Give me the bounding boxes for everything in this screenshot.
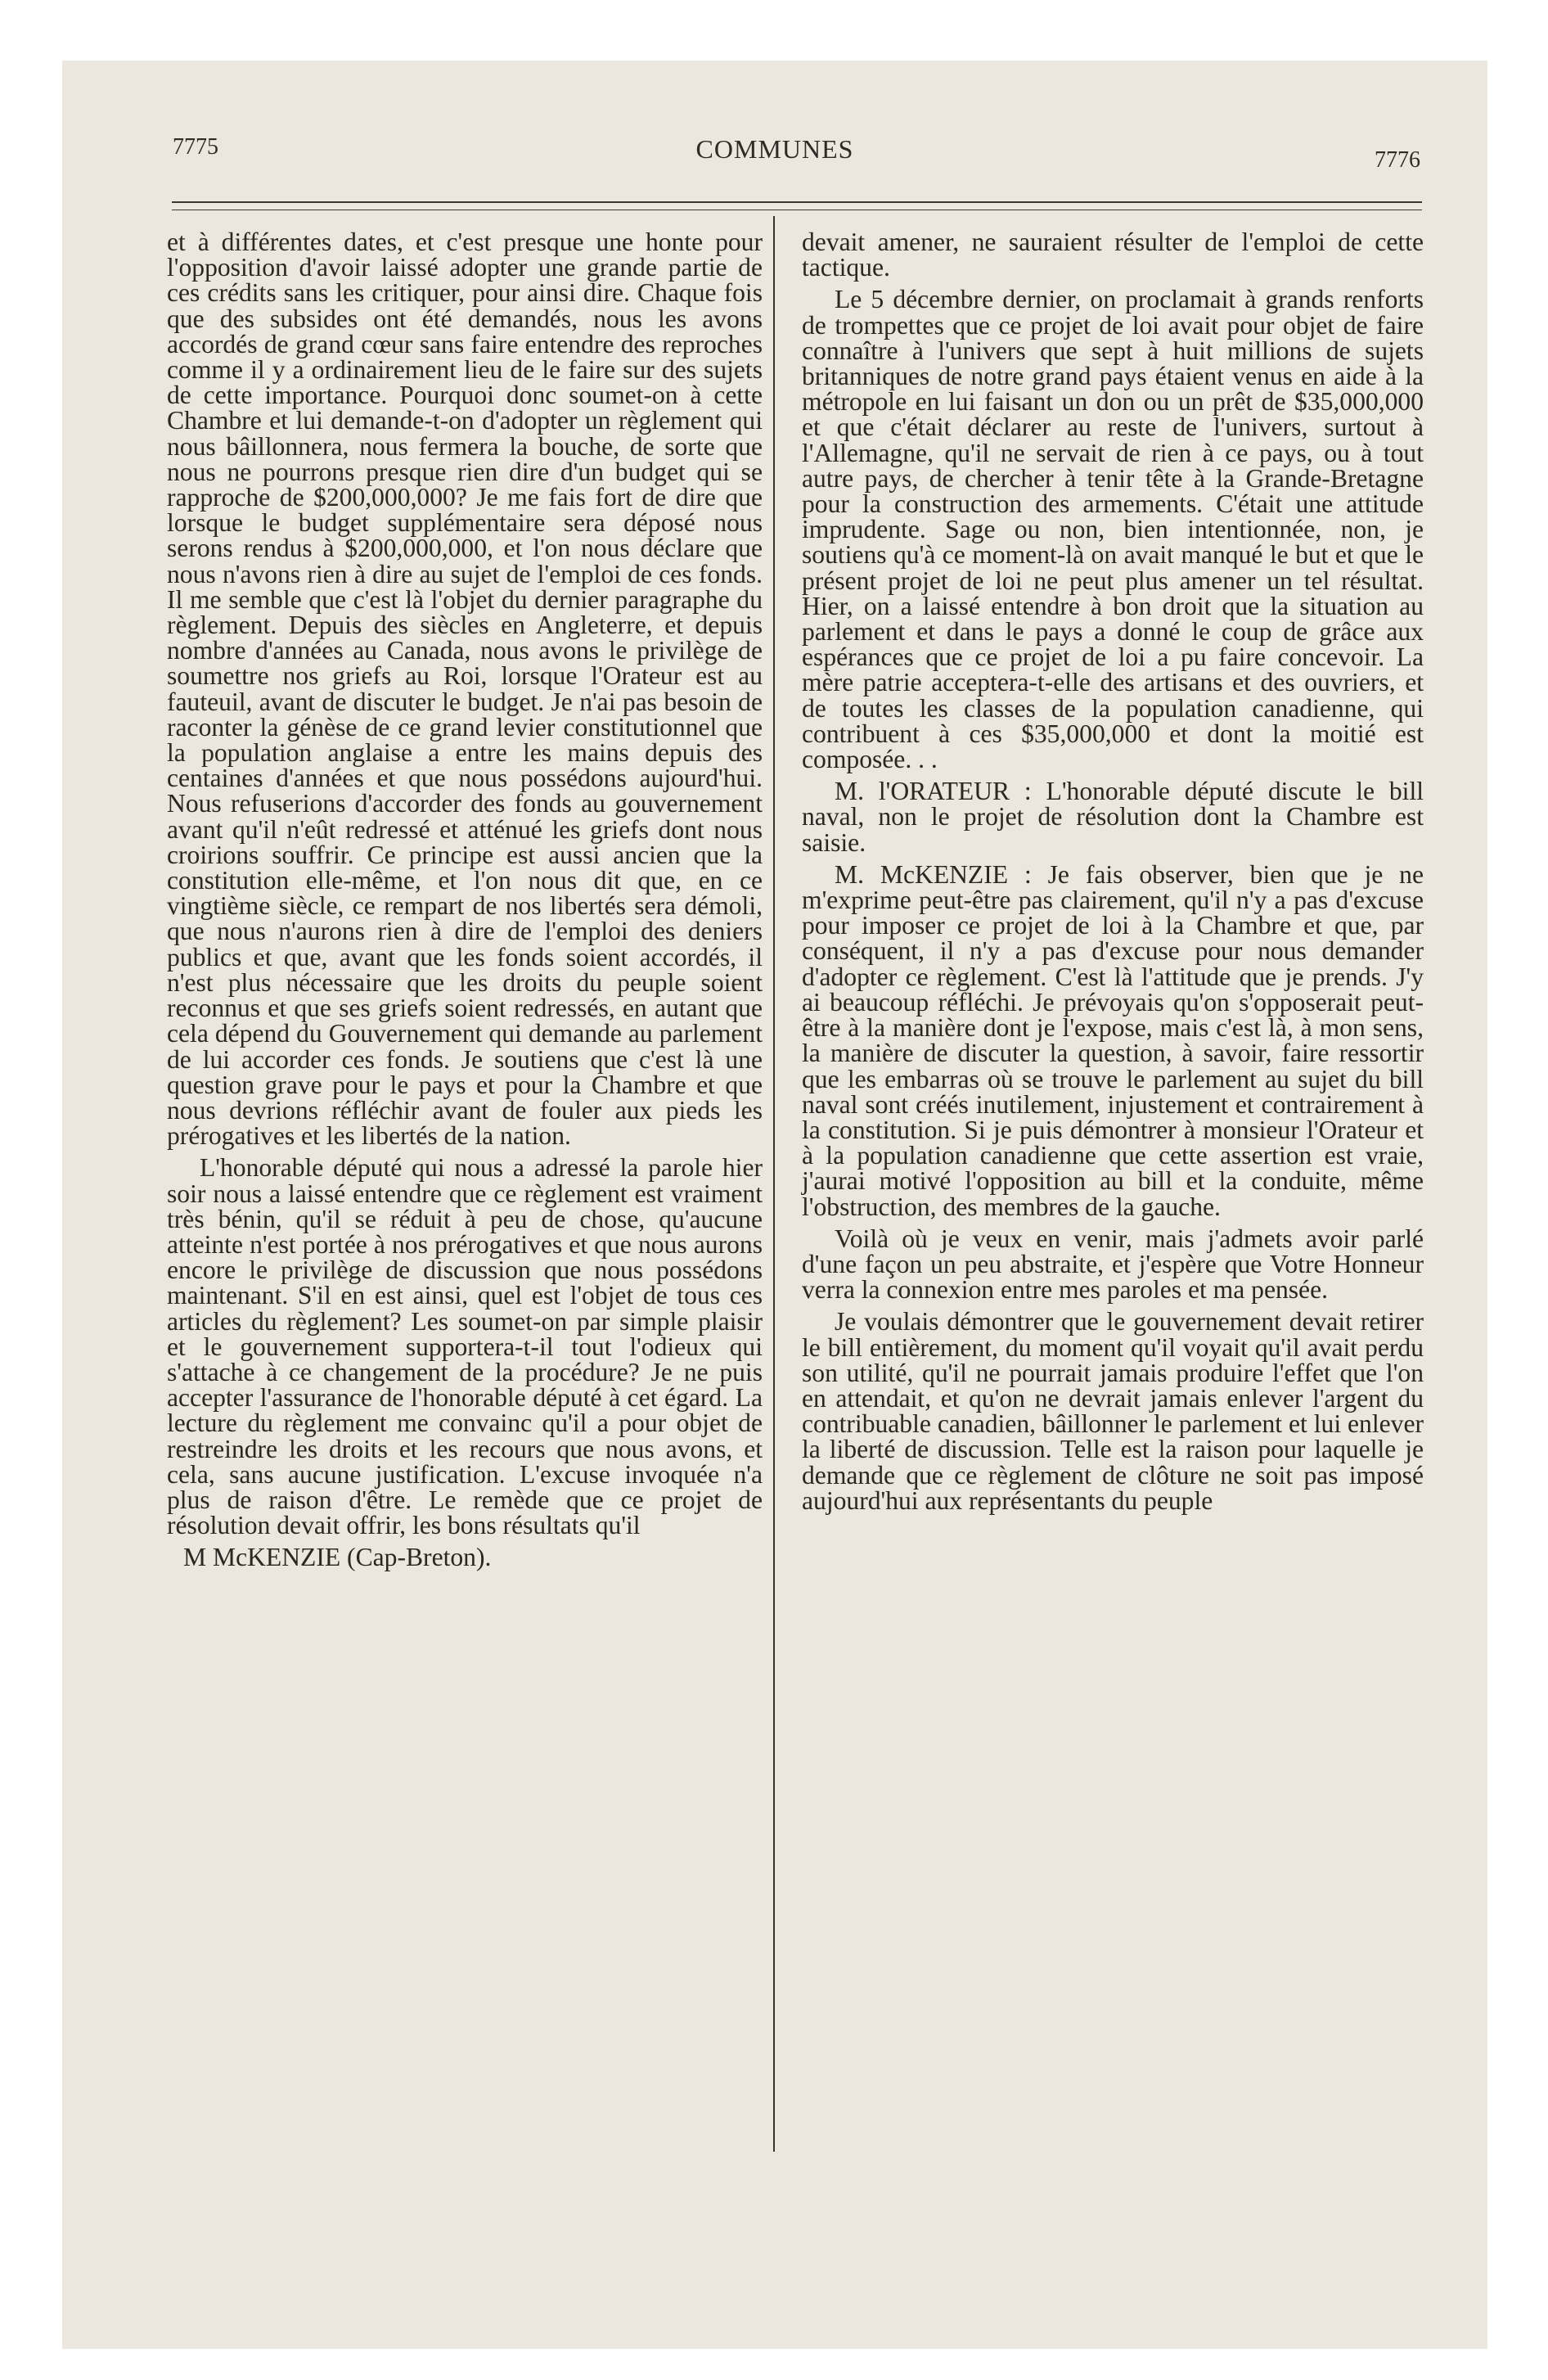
speaker-signature: M McKENZIE (Cap-Breton). (183, 1543, 492, 1572)
page (62, 61, 1487, 2349)
header-rule (172, 201, 1422, 203)
speaker-paragraph: M. McKENZIE : Je fais observer, bien que je ne m'exprime peut-être pas clairement, qu'il n'y a pas d'excuse pour imposer ce projet de loi à la Chambre et que, par conséquent, il n'y a pas d'excuse pour nous demander d'adopter ce règlement. C'est là l'attitude que je prends. J'y ai beaucoup réfléchi. Je prévoyais qu'on s'opposerait peut-être à la manière dont je l'expose, mais c'est là, à mon sens, la manière de discuter la question, à savoir, faire ressortir que les embarras où se trouve le parlement au sujet du bill naval sont créés inutilement, injustement et contrairement à la constitution. Si je puis démontrer à monsieur l'Orateur et à la population canadienne que cette assertion est vraie, j'aurai motivé l'opposition au bill et la conduite, même l'obstruction, des membres de la gauche. (802, 859, 1424, 1221)
running-title: COMMUNES (695, 134, 854, 164)
paragraph: devait amener, ne sauraient résulter de l'emploi de cette tactique. (802, 228, 1424, 282)
paragraph: Voilà où je veux en venir, mais j'admets avoir parlé d'une façon un peu abstraite, et j'espère que Votre Honneur verra la connexion entre mes paroles et ma pensée. (802, 1224, 1424, 1305)
left-column (167, 229, 763, 1577)
paragraph: L'honorable député qui nous a adressé la parole hier soir nous a laissé entendre que ce règlement est vraiment très bénin, qu'il se réduit à peu de chose, qu'aucune atteinte n'est portée à nos prérogatives et que nous aurons encore le privilège de discussion que nous possédons maintenant. S'il en est ainsi, quel est l'objet de tous ces articles du règlement? Les soumet-on par simple plaisir et le gouvernement supportera-t-il tout l'odieux qui s'attache à ce changement de la procédure? Je ne puis accepter l'assurance de l'honorable député à cet égard. La lecture du règlement me convainc qu'il a pour objet de restreindre les droits et les recours que nous avons, et cela, sans aucune justification. L'excuse invoquée n'a plus de raison d'être. Le remède que ce projet de résolution devait offrir, les bons résultats qu'il (167, 1153, 763, 1540)
page-header (62, 134, 1487, 183)
speaker-paragraph: M. l'ORATEUR : L'honorable député discute le bill naval, non le projet de résolution dont la Chambre est saisie. (802, 777, 1424, 857)
paragraph: Je voulais démontrer que le gouvernement devait retirer le bill entièrement, du moment qu'il voyait qu'il avait perdu son utilité, qu'il ne pourrait jamais produire l'effet que l'on en attendait, et qu'on ne devrait jamais enlever l'argent du contribuable canadien, bâillonner le parlement et lui enlever la liberté de discussion. Telle est la raison pour laquelle je demande que ce règlement de clôture ne soit pas imposé aujourd'hui aux représentants du peuple (802, 1307, 1424, 1515)
page-number-right: 7776 (1375, 147, 1420, 173)
paragraph: et à différentes dates, et c'est presque une honte pour l'opposition d'avoir laissé adopter une grande partie de ces crédits sans les critiquer, pour ainsi dire. Chaque fois que des subsides ont été demandés, nous les avons accordés de grand cœur sans faire entendre des reproches comme il y a ordinairement lieu de le faire sur des sujets de cette importance. Pourquoi donc soumet-on à cette Chambre et lui demande-t-on d'adopter un règlement qui nous bâillonnera, nous fermera la bouche, de sorte que nous ne pourrons presque rien dire d'un budget qui se rapproche de $200,000,000? Je me fais fort de dire que lorsque le budget supplémentaire sera déposé nous serons rendus à $200,000,000, et l'on nous déclare que nous n'avons rien à dire au sujet de l'emploi de ces fonds. Il me semble que c'est là l'objet du dernier paragraphe du règlement. Depuis des siècles en Angleterre, et depuis nombre d'années au Canada, nous avons le privilège de soumettre nos griefs au Roi, lorsque l'Orateur est au fauteuil, avant de discuter le budget. Je n'ai pas besoin de raconter la génèse de ce grand levier constitutionnel que la population anglaise a entre les mains depuis des centaines d'années et que nous possédons aujourd'hui. Nous refuserions d'accorder des fonds au gouvernement avant qu'il n'eût redressé et atténué les griefs dont nous croirions souffrir. Ce principe est aussi ancien que la constitution elle-même, et l'on nous dit que, en ce vingtième siècle, ce rempart de nos libertés sera démoli, que nous n'aurons rien à dire de l'emploi des deniers publics et que, avant que les fonds soient accordés, il n'est plus nécessaire que les droits du peuple soient reconnus et que ses griefs soient redressés, en autant que cela dépend du Gouvernement qui demande au parlement de lui accorder ces fonds. Je soutiens que c'est là une question grave pour le pays et pour la Chambre et que nous devrions réfléchir avant de fouler aux pieds les prérogatives et les libertés de la nation. (167, 228, 763, 1151)
paragraph: Le 5 décembre dernier, on proclamait à grands renforts de trompettes que ce projet de loi avait pour objet de faire connaître à l'univers que sept à huit millions de sujets britanniques de notre grand pays étaient venus en aide à la métropole en lui faisant un don ou un prêt de $35,000,000 et que c'était déclarer au reste de l'univers, surtout à l'Allemagne, qu'il ne servait de rien à ce pays, ou à tout autre pays, de chercher à tenir tête à la Grande-Bretagne pour la construction des armements. C'était une attitude imprudente. Sage ou non, bien intentionnée, non, je soutiens qu'à ce moment-là on avait manqué le but et que le présent projet de loi ne peut plus amener un tel résultat. Hier, on a laissé entendre à bon droit que la situation au parlement et dans le pays a donné le coup de grâce aux espérances que ce projet de loi a pu faire concevoir. La mère patrie acceptera-t-elle des artisans et des ouvriers, et de toutes les classes de la population canadienne, qui contribuent à ces $35,000,000 et dont la moitié est composée. . . (802, 285, 1424, 774)
column-divider (773, 216, 775, 2152)
right-column (802, 229, 1424, 1520)
page-number-left: 7775 (173, 134, 218, 160)
